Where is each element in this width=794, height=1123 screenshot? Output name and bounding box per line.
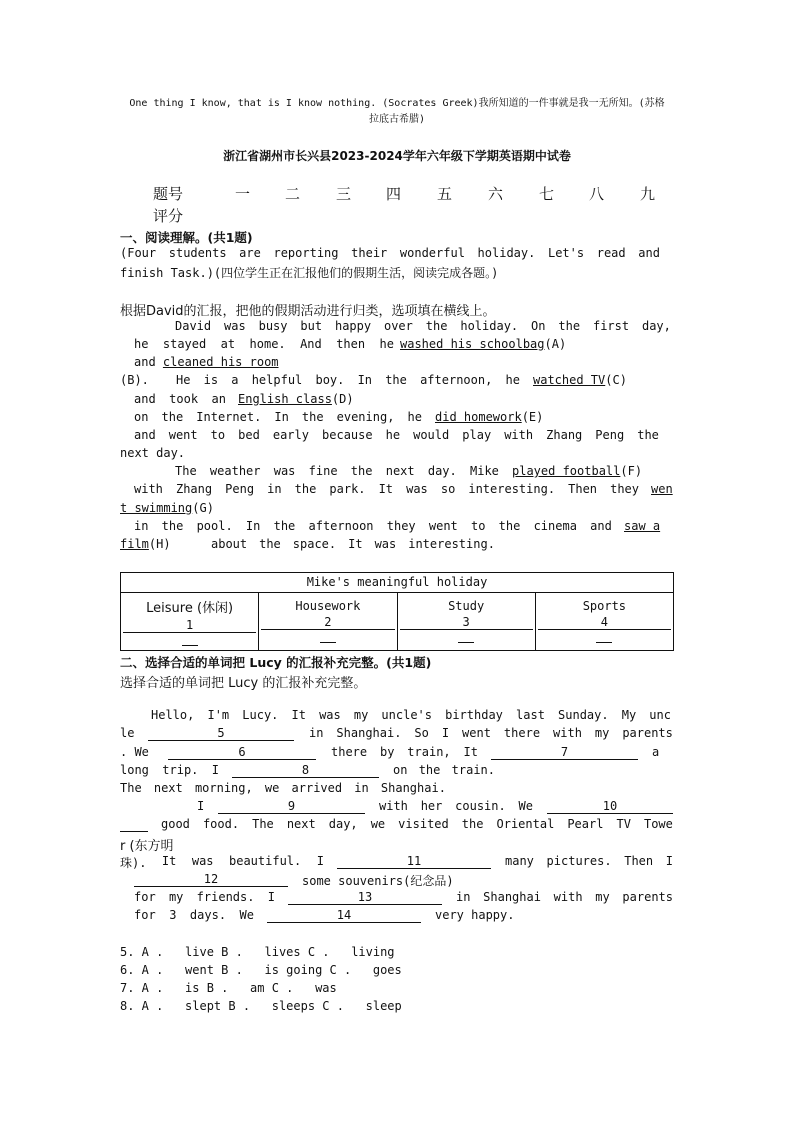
david-option-c: watched TV(C) <box>533 373 627 387</box>
mike-line-2: with Zhang Peng in the park. It was so interesting. Then they <box>134 482 639 496</box>
david-line-3: and cleaned his room <box>134 355 279 369</box>
score-label-number: 题号 <box>153 185 184 203</box>
lucy-line-3-mid: there by train, It <box>331 745 478 759</box>
david-option-e: did homework(E) <box>435 410 544 424</box>
mike-option-f: played football(F) <box>512 464 643 478</box>
table-caption: Mike's meaningful holiday <box>121 573 674 593</box>
section2-instruction: 选择合适的单词把 Lucy 的汇报补充完整。 <box>120 676 367 691</box>
section1-heading: 一、阅读理解。(共1题) <box>120 230 253 245</box>
david-option-b-tag: (B). <box>120 373 149 387</box>
option-row-7[interactable]: 7. A . is B . am C . was <box>120 981 337 995</box>
david-line-7: and went to bed early because he would play with Zhang Peng the <box>134 428 659 442</box>
lucy-line-11-post: in Shanghai with my parents <box>456 890 673 904</box>
option-row-5[interactable]: 5. A . live B . lives C . living <box>120 945 395 959</box>
lucy-line-2-pre: le <box>120 726 135 740</box>
lucy-line-1: Hello, I'm Lucy. It was my uncle's birthday last Sunday. My unc <box>151 708 671 722</box>
option-row-6[interactable]: 6. A . went B . is going C . goes <box>120 963 402 977</box>
score-col-9: 九 <box>640 185 656 203</box>
david-line-6: on the Internet. In the evening, he <box>134 410 422 424</box>
holiday-table <box>120 572 674 651</box>
section1-task: 根据David的汇报，把他的假期活动进行归类，选项填在横线上。 <box>120 304 496 319</box>
mike-option-g-start: wen <box>651 482 673 496</box>
score-col-1: 一 <box>235 185 251 203</box>
mike-option-h-start: saw a <box>624 519 661 533</box>
quote-line-1: One thing I know, that is I know nothing. (Socrates Greek)我所知道的一件事就是我一无所知。(苏格 <box>129 98 665 109</box>
mike-line-3: in the pool. In the afternoon they went to the cinema and <box>134 519 612 533</box>
lucy-line-9-pre: 珠). It was beautiful. I <box>120 854 324 870</box>
lucy-line-3-pre: . We <box>120 745 149 759</box>
score-label-score: 评分 <box>153 207 184 225</box>
mike-line-1: The weather was fine the next day. Mike <box>175 464 499 478</box>
lucy-line-7: good food. The next day, we visited the Oriental Pearl TV Towe <box>161 817 673 831</box>
lucy-line-11-pre: for my friends. I <box>134 890 275 904</box>
david-option-d: English class(D) <box>238 392 354 406</box>
mike-option-h: film(H) <box>120 537 171 551</box>
mike-option-g: t swimming(G) <box>120 501 214 515</box>
lucy-line-10-post: some souvenirs(纪念品) <box>302 874 454 888</box>
lucy-line-4-pre: long trip. I <box>120 763 219 777</box>
section1-intro-line2: finish Task.)(四位学生正在汇报他们的假期生活，阅读完成各题。) <box>120 266 499 280</box>
fill-blank-7[interactable]: 7 <box>491 745 638 760</box>
lucy-line-6-pre: I <box>197 799 205 813</box>
score-col-6: 六 <box>488 185 504 203</box>
section1-intro-line1: (Four students are reporting their wonderful holiday. Let's read and <box>120 246 660 260</box>
answer-blank-2[interactable]: 2 <box>261 615 394 630</box>
header-quote <box>0 96 794 128</box>
david-line-5: and took an <box>134 392 226 406</box>
fill-blank-10[interactable]: 10 <box>547 799 673 814</box>
lucy-line-9-post: many pictures. Then I <box>505 854 673 868</box>
lucy-line-12-pre: for 3 days. We <box>134 908 254 922</box>
david-line-2: he stayed at home. And then he <box>134 337 394 351</box>
fill-blank-5[interactable]: 5 <box>148 726 294 741</box>
exam-title: 浙江省湖州市长兴县2023-2024学年六年级下学期英语期中试卷 <box>223 149 571 163</box>
table-cell-housework: Housework 2 <box>259 593 397 651</box>
david-option-b: cleaned his room <box>162 355 279 369</box>
fill-blank-13[interactable]: 13 <box>288 890 442 905</box>
table-cell-sports: Sports 4 <box>535 593 673 651</box>
mike-line-4: about the space. It was interesting. <box>211 537 495 551</box>
table-cell-study: Study 3 <box>397 593 535 651</box>
section2-heading: 二、选择合适的单词把 Lucy 的汇报补充完整。(共1题) <box>120 655 432 670</box>
answer-blank-3[interactable]: 3 <box>400 615 533 630</box>
score-col-7: 七 <box>539 185 555 203</box>
fill-blank-8[interactable]: 8 <box>232 763 379 778</box>
table-cell-leisure: Leisure (休闲) 1 <box>121 593 259 651</box>
score-col-3: 三 <box>336 185 352 203</box>
lucy-line-4-post: on the train. <box>393 763 495 777</box>
lucy-line-12-post: very happy. <box>435 908 515 922</box>
score-col-4: 四 <box>386 185 402 203</box>
quote-line-2: 拉底古希腊) <box>368 114 426 125</box>
fill-blank-12[interactable]: 12 <box>134 872 288 887</box>
lucy-line-5: The next morning, we arrived in Shanghai. <box>120 781 446 795</box>
david-option-a: washed his schoolbag(A) <box>400 337 567 351</box>
lucy-line-2-post: in Shanghai. So I went there with my parents <box>309 726 673 740</box>
lucy-line-8: r (东方明 <box>120 839 174 854</box>
answer-blank-4[interactable]: 4 <box>538 615 671 630</box>
david-line-1: David was busy but happy over the holiday. On the first day, <box>175 319 671 333</box>
lucy-line-3-end: a <box>652 745 660 759</box>
fill-blank-10-cont <box>120 817 148 832</box>
lucy-line-6-mid: with her cousin. We <box>379 799 533 813</box>
option-row-8[interactable]: 8. A . slept B . sleeps C . sleep <box>120 999 402 1013</box>
fill-blank-6[interactable]: 6 <box>168 745 316 760</box>
fill-blank-11[interactable]: 11 <box>337 854 491 869</box>
fill-blank-9[interactable]: 9 <box>218 799 365 814</box>
fill-blank-14[interactable]: 14 <box>267 908 421 923</box>
david-line-4: He is a helpful boy. In the afternoon, he <box>176 373 520 387</box>
answer-blank-1[interactable]: 1 <box>123 618 256 633</box>
score-col-2: 二 <box>285 185 301 203</box>
score-col-8: 八 <box>589 185 605 203</box>
score-col-5: 五 <box>437 185 453 203</box>
david-line-8: next day. <box>120 446 186 460</box>
